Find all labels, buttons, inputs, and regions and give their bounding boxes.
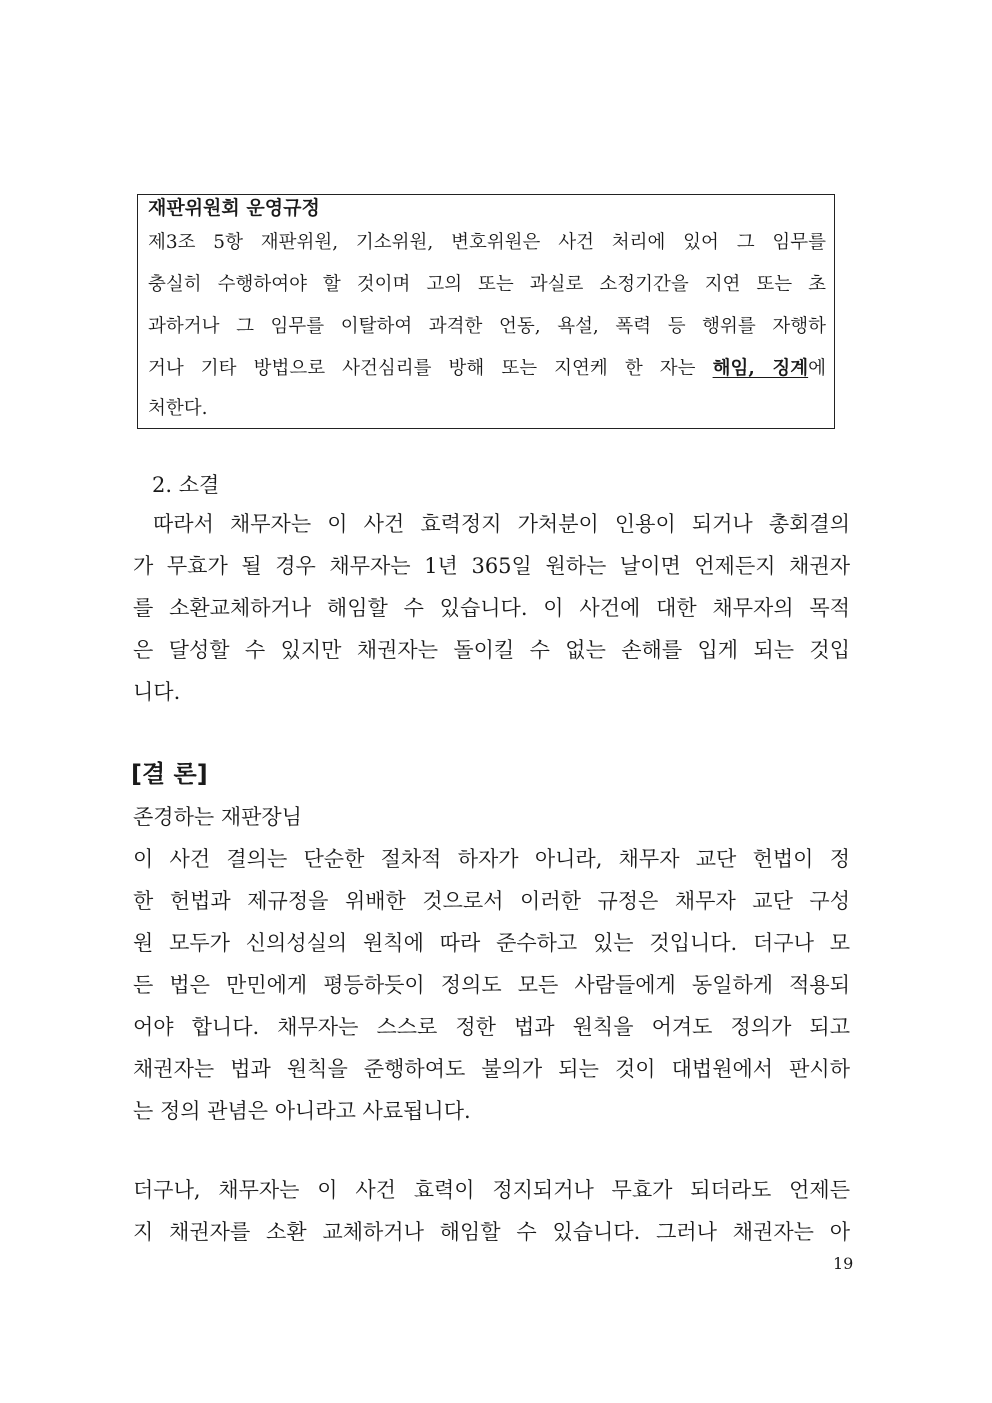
penalty-emphasis: 해임, 징계	[712, 358, 809, 379]
regulation-line-suffix: 에	[808, 358, 826, 379]
paragraph-line: 는 정의 관념은 아니라고 사료됩니다.	[133, 1099, 471, 1123]
paragraph-line: 은 달성할 수 있지만 채권자는 돌이킬 수 없는 손해를 입게 되는 것입	[133, 638, 850, 662]
paragraph-line: 가 무효가 될 경우 채무자는 1년 365일 원하는 날이면 언제든지 채권자	[133, 554, 850, 578]
regulation-line: 제3조 5항 재판위원, 기소위원, 변호위원은 사건 처리에 있어 그 임무를	[148, 232, 826, 253]
regulation-quote-box	[137, 194, 835, 429]
paragraph-line: 더구나, 채무자는 이 사건 효력이 정지되거나 무효가 되더라도 언제든	[133, 1178, 850, 1202]
salutation: 존경하는 재판장님	[133, 805, 302, 829]
page-number: 19	[833, 1254, 854, 1273]
paragraph-line: 니다.	[133, 680, 181, 704]
regulation-line: 과하거나 그 임무를 이탈하여 과격한 언동, 욕설, 폭력 등 행위를 자행하	[148, 316, 826, 337]
regulation-line: 충실히 수행하여야 할 것이며 고의 또는 과실로 소정기간을 지연 또는 초	[148, 274, 826, 295]
paragraph-line: 를 소환교체하거나 해임할 수 있습니다. 이 사건에 대한 채무자의 목적	[133, 596, 850, 620]
section-heading: 2. 소결	[152, 473, 220, 497]
paragraph-summary	[133, 503, 850, 713]
paragraph-line: 원 모두가 신의성실의 원칙에 따라 준수하고 있는 것입니다. 더구나 모	[133, 931, 850, 955]
paragraph-line: 이 사건 결의는 단순한 절차적 하자가 아니라, 채무자 교단 헌법이 정	[133, 847, 850, 871]
regulation-line-text: 거나 기타 방법으로 사건심리를 방해 또는 지연케 한 자는	[148, 358, 713, 379]
paragraph-line: 채권자는 법과 원칙을 준행하여도 불의가 되는 것이 대법원에서 판시하	[133, 1057, 850, 1081]
paragraph-line: 든 법은 만민에게 평등하듯이 정의도 모든 사람들에게 동일하게 적용되	[133, 973, 850, 997]
regulation-title: 재판위원회 운영규정	[148, 197, 320, 219]
paragraph-continuation	[133, 1169, 850, 1253]
conclusion-heading: [결 론]	[131, 760, 208, 788]
paragraph-conclusion	[133, 838, 850, 1132]
paragraph-line: 지 채권자를 소환 교체하거나 해임할 수 있습니다. 그러나 채권자는 아	[133, 1220, 850, 1244]
regulation-last-line: 처한다.	[148, 398, 208, 419]
paragraph-line: 한 헌법과 제규정을 위배한 것으로서 이러한 규정은 채무자 교단 구성	[133, 889, 850, 913]
paragraph-line: 따라서 채무자는 이 사건 효력정지 가처분이 인용이 되거나 총회결의	[153, 512, 850, 536]
regulation-line	[148, 348, 826, 390]
paragraph-line: 어야 합니다. 채무자는 스스로 정한 법과 원칙을 어겨도 정의가 되고	[133, 1015, 850, 1039]
